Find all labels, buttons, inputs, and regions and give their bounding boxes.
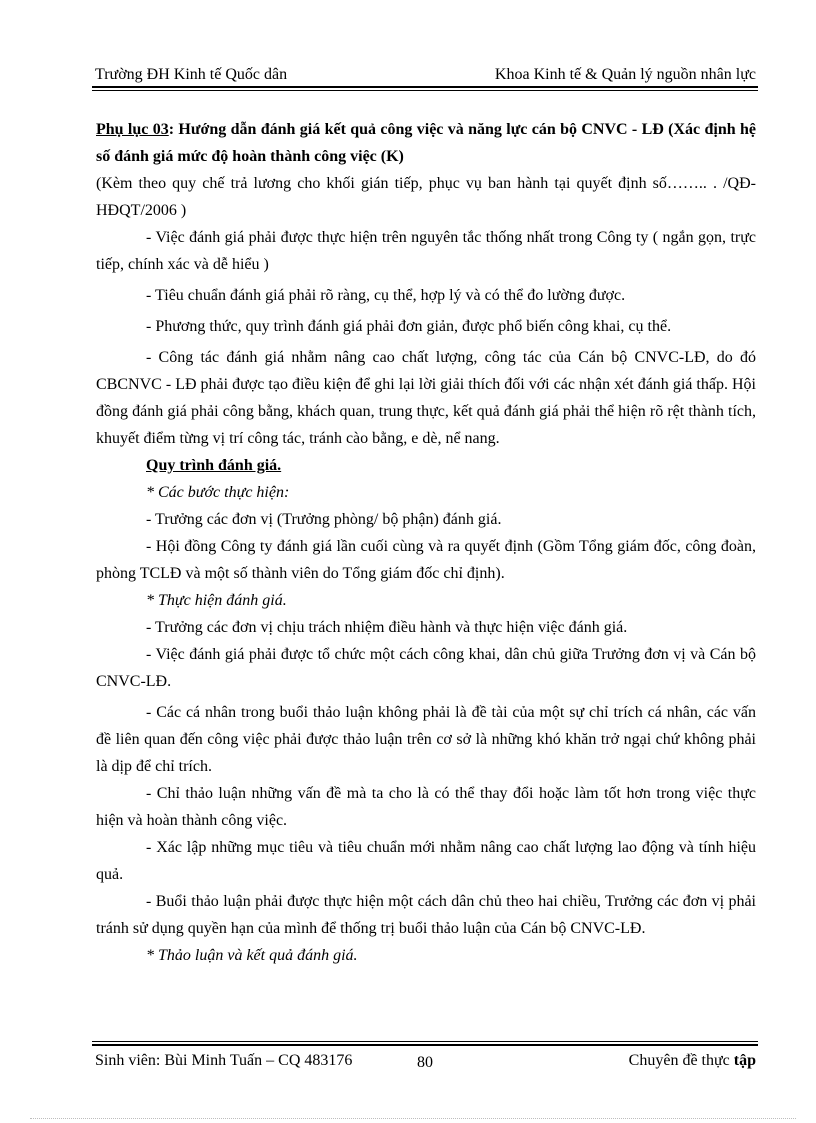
paragraph-criteria: - Tiêu chuẩn đánh giá phải rõ ràng, cụ thể, hợp lý và có thể đo lường được.	[146, 287, 626, 304]
header-faculty: Khoa Kinh tế & Quản lý nguồn nhân lực	[494, 66, 756, 83]
section-heading: Quy trình đánh giá.	[146, 457, 282, 474]
doc-type-bold: tập	[733, 1052, 756, 1069]
document-body	[96, 116, 756, 969]
paragraph-method: - Phương thức, quy trình đánh giá phải đơn giản, được phổ biến công khai, cụ thể.	[146, 318, 672, 335]
page-number: 80	[417, 1054, 433, 1071]
header-school: Trường ĐH Kinh tế Quốc dân	[95, 66, 288, 83]
page-edge-divider	[30, 1118, 796, 1119]
appendix-title-text: Hướng dẫn đánh giá kết quả công việc và năng lực cán bộ CNVC - LĐ (Xác định hệ số đánh giá mức độ hoàn thành công việc (K)	[96, 121, 757, 165]
page-footer	[95, 1052, 756, 1076]
step-item: - Trưởng các đơn vị (Trưởng phòng/ bộ phận) đánh giá.	[146, 511, 502, 528]
step-item: - Hội đồng Công ty đánh giá lần cuối cùng và ra quyết định (Gồm Tổng giám đốc, công đoàn, phòng TCLĐ và một số thành viên do Tổng giám đốc chỉ định).	[96, 538, 756, 582]
appendix-colon: :	[168, 121, 175, 138]
implementation-heading: * Thực hiện đánh giá.	[146, 592, 287, 609]
footer-divider	[92, 1044, 758, 1046]
paragraph-purpose: - Công tác đánh giá nhằm nâng cao chất lượng, công tác của Cán bộ CNVC-LĐ, do đó CBCNVC - LĐ phải được tạo điều kiện để ghi lại lời giải thích đối với các nhận xét đánh giá thấp. Hội đồng đánh giá phải công bằng, khách quan, trung thực, kết quả đánh giá phải thể hiện rõ rệt thành tích, khuyết điểm từng vị trí công tác, tránh cào bằng, e dè, nể nang.	[96, 349, 756, 447]
doc-type-prefix: Chuyên đề thực	[628, 1052, 734, 1069]
appendix-label: Phụ lục 03	[96, 121, 169, 138]
footer-divider-thin	[92, 1041, 758, 1042]
implementation-item: - Chỉ thảo luận những vấn đề mà ta cho là có thể thay đổi hoặc làm tốt hơn trong việc thực hiện và hoàn thành công việc.	[96, 785, 756, 829]
footer-student: Sinh viên: Bùi Minh Tuấn – CQ 483176	[95, 1052, 353, 1069]
steps-heading: * Các bước thực hiện:	[146, 484, 290, 501]
header-divider-thin	[92, 90, 758, 91]
implementation-item: - Xác lập những mục tiêu và tiêu chuẩn mới nhằm nâng cao chất lượng lao động và tính hiệu quả.	[96, 839, 756, 883]
implementation-item: - Buổi thảo luận phải được thực hiện một cách dân chủ theo hai chiều, Trưởng các đơn vị phải tránh sử dụng quyền hạn của mình để thống trị buổi thảo luận của Cán bộ CNVC-LĐ.	[96, 893, 756, 937]
implementation-item: - Các cá nhân trong buổi thảo luận không phải là đề tài của một sự chỉ trích cá nhân, các vấn đề liên quan đến công việc phải được thảo luận trên cơ sở là những khó khăn trở ngại chứ không phải là dịp để chỉ trích.	[96, 704, 756, 775]
footer-doc-type	[629, 1052, 756, 1070]
appendix-title	[96, 116, 756, 170]
page-header	[95, 56, 756, 84]
implementation-item: - Trưởng các đơn vị chịu trách nhiệm điều hành và thực hiện việc đánh giá.	[146, 619, 628, 636]
paragraph-principle: - Việc đánh giá phải được thực hiện trên nguyên tắc thống nhất trong Công ty ( ngắn gọn, trực tiếp, chính xác và dễ hiểu )	[96, 229, 756, 273]
discussion-heading: * Thảo luận và kết quả đánh giá.	[146, 947, 358, 964]
paragraph-reference: (Kèm theo quy chế trả lương cho khối gián tiếp, phục vụ ban hành tại quyết định số…….. . /QĐ-HĐQT/2006 )	[96, 175, 756, 219]
header-divider	[92, 86, 758, 88]
implementation-item: - Việc đánh giá phải được tổ chức một cách công khai, dân chủ giữa Trưởng đơn vị và Cán bộ CNVC-LĐ.	[96, 646, 756, 690]
